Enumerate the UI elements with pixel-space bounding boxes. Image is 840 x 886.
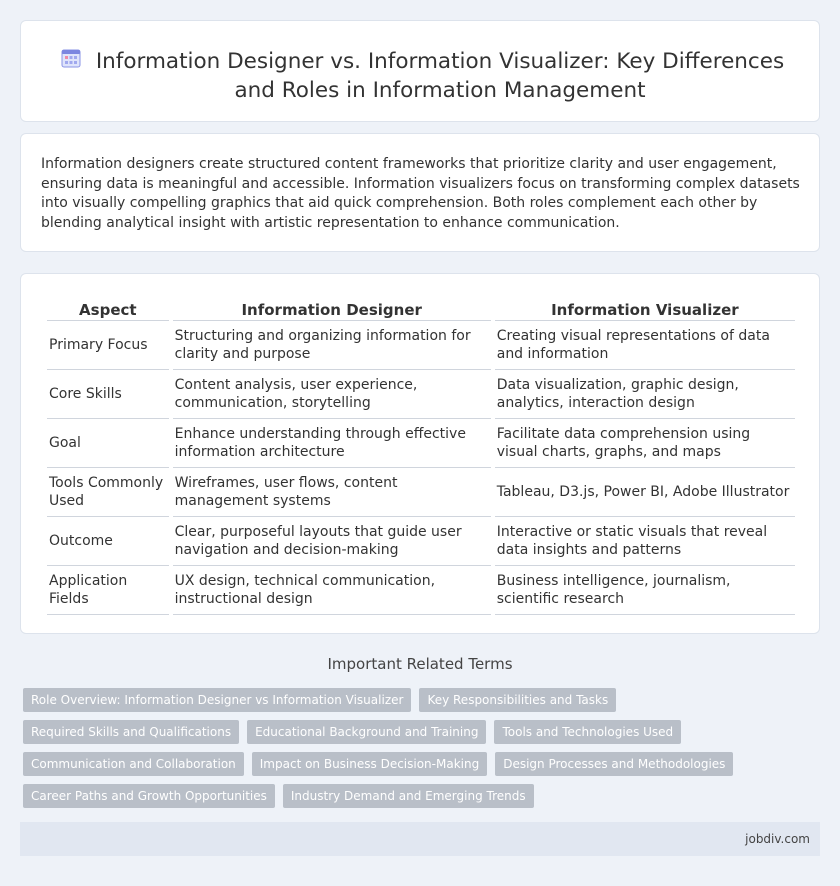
visualizer-cell: Facilitate data comprehension using visual charts, graphs, and maps (495, 419, 795, 468)
related-terms-heading: Important Related Terms (327, 655, 513, 673)
visualizer-cell: Interactive or static visuals that reveal data insights and patterns (495, 517, 795, 566)
visualizer-cell: Data visualization, graphic design, analytics, interaction design (495, 370, 795, 419)
footer-site-link[interactable]: jobdiv.com (745, 832, 810, 846)
aspect-cell: Core Skills (47, 370, 169, 419)
related-term-tag[interactable]: Role Overview: Information Designer vs Information Visualizer (23, 688, 411, 712)
comparison-table (43, 295, 799, 615)
header-visualizer: Information Visualizer (495, 295, 795, 321)
related-term-tag[interactable]: Career Paths and Growth Opportunities (23, 784, 275, 808)
designer-cell: Wireframes, user flows, content management systems (173, 468, 491, 517)
aspect-cell: Goal (47, 419, 169, 468)
intro-card (20, 133, 820, 252)
table-header-row (47, 295, 795, 321)
aspect-cell: Outcome (47, 517, 169, 566)
related-term-tag[interactable]: Communication and Collaboration (23, 752, 244, 776)
related-term-tag[interactable]: Key Responsibilities and Tasks (419, 688, 616, 712)
designer-cell: Structuring and organizing information for clarity and purpose (173, 321, 491, 370)
table-row (47, 419, 795, 468)
related-term-tag[interactable]: Required Skills and Qualifications (23, 720, 239, 744)
related-terms-list (23, 688, 813, 816)
related-term-tag[interactable]: Impact on Business Decision-Making (252, 752, 487, 776)
table-row (47, 370, 795, 419)
visualizer-cell: Business intelligence, journalism, scientific research (495, 566, 795, 615)
related-term-tag[interactable]: Industry Demand and Emerging Trends (283, 784, 534, 808)
designer-cell: UX design, technical communication, instructional design (173, 566, 491, 615)
designer-cell: Content analysis, user experience, communication, storytelling (173, 370, 491, 419)
comparison-card (20, 273, 820, 634)
aspect-cell: Tools Commonly Used (47, 468, 169, 517)
visualizer-cell: Creating visual representations of data and information (495, 321, 795, 370)
table-row (47, 517, 795, 566)
table-row (47, 468, 795, 517)
header-aspect: Aspect (47, 295, 169, 321)
title-card (20, 20, 820, 122)
page-title: Information Designer vs. Information Visualizer: Key Differences and Roles in Information Management (95, 49, 785, 103)
aspect-cell: Primary Focus (47, 321, 169, 370)
footer (20, 822, 820, 856)
intro-paragraph: Information designers create structured content frameworks that prioritize clarity and user engagement, ensuring data is meaningful and accessible. Information visualizers focus on transforming complex datasets into visually compelling graphics that aid quick comprehension. Both roles complement each other by blending analytical insight with artistic representation to enhance communication. (41, 156, 800, 231)
aspect-cell: Application Fields (47, 566, 169, 615)
visualizer-cell: Tableau, D3.js, Power BI, Adobe Illustrator (495, 468, 795, 517)
designer-cell: Enhance understanding through effective information architecture (173, 419, 491, 468)
table-row (47, 566, 795, 615)
related-term-tag[interactable]: Tools and Technologies Used (494, 720, 681, 744)
related-term-tag[interactable]: Design Processes and Methodologies (495, 752, 733, 776)
designer-cell: Clear, purposeful layouts that guide user navigation and decision-making (173, 517, 491, 566)
table-row (47, 321, 795, 370)
header-designer: Information Designer (173, 295, 491, 321)
related-term-tag[interactable]: Educational Background and Training (247, 720, 486, 744)
